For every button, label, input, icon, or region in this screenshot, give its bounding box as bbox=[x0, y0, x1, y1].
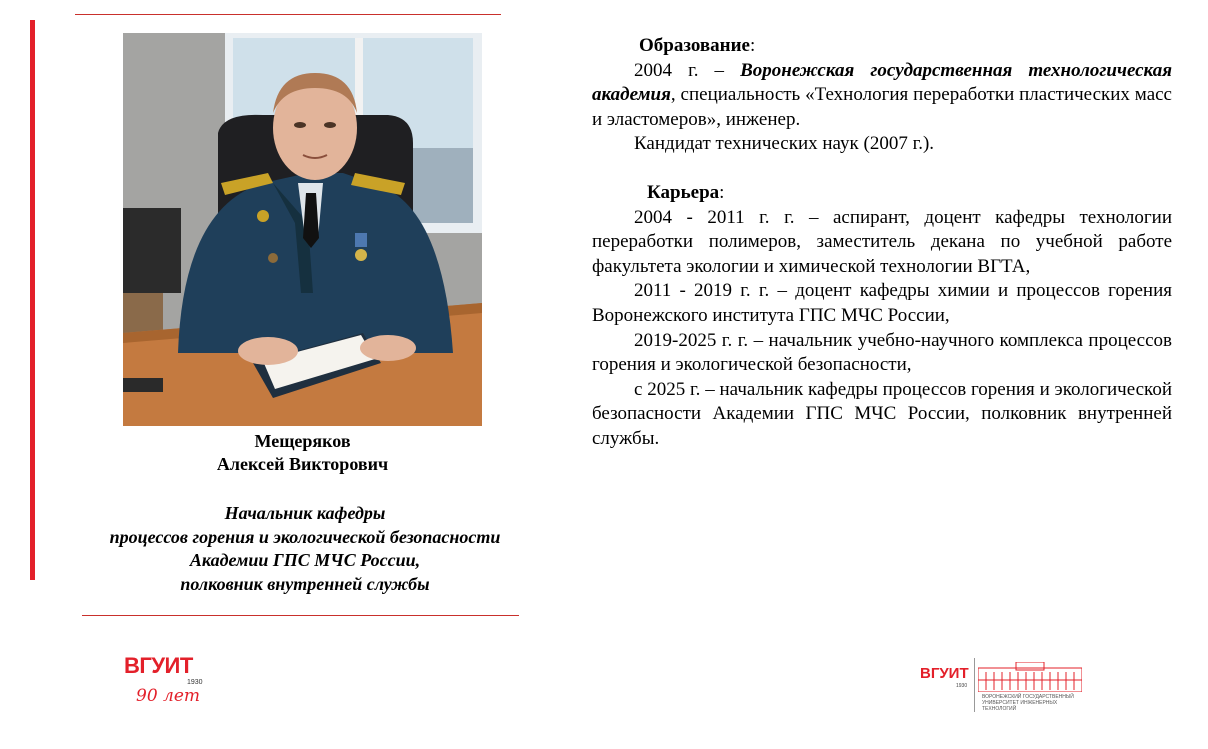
logo-year: 1930 bbox=[187, 679, 203, 686]
career-title: Карьера bbox=[647, 181, 720, 203]
career-item: 2011 - 2019 г. г. – доцент кафедры химии и процессов горения Воронежского института ГПС МЧС России, bbox=[592, 280, 1172, 326]
education-heading: Образование: bbox=[639, 35, 756, 56]
university-name: ВОРОНЕЖСКИЙ ГОСУДАРСТВЕННЫЙ УНИВЕРСИТЕТ ИНЖЕНЕРНЫХ ТЕХНОЛОГИЙ bbox=[982, 694, 1074, 712]
portrait-photo bbox=[123, 33, 482, 426]
logo-separator bbox=[974, 658, 975, 712]
logo-anniversary: 90 лет bbox=[136, 686, 201, 706]
education-institution: Воронежская государственная технологическая академия bbox=[592, 59, 1173, 106]
top-divider bbox=[75, 14, 501, 15]
person-given-names: Алексей Викторович bbox=[216, 454, 389, 474]
career-heading: Карьера: bbox=[647, 181, 725, 203]
logo-year: 1930 bbox=[956, 683, 968, 689]
biography-text bbox=[592, 34, 1172, 452]
position-line: процессов горения и экологической безопасности bbox=[109, 526, 501, 547]
person-name bbox=[150, 430, 455, 476]
position-line: полковник внутренней службы bbox=[180, 573, 430, 594]
bottom-divider bbox=[82, 615, 519, 616]
logo-brand: ВГУИТ bbox=[124, 653, 193, 678]
vguit-anniversary-logo bbox=[120, 653, 220, 713]
logo-brand: ВГУИТ bbox=[920, 665, 969, 682]
accent-vertical-bar bbox=[30, 20, 35, 580]
career-item: 2019-2025 г. г. – начальник учебно-научного комплекса процессов горения и экологической безопасности, bbox=[592, 329, 1172, 376]
education-entry: 2004 г. – Воронежская государственная технологическая академия, специальность «Технология переработки пластических масс и эластомеров», инженер. bbox=[592, 59, 1173, 130]
position-line: Академии ГПС МЧС России, bbox=[189, 550, 421, 570]
university-building-icon bbox=[978, 662, 1082, 692]
career-item: с 2025 г. – начальник кафедры процессов горения и экологической безопасности Академии ГПС МЧС России, полковник внутренней службы. bbox=[592, 378, 1172, 449]
position-line: Начальник кафедры bbox=[224, 503, 386, 523]
person-position bbox=[55, 502, 555, 596]
career-item: 2004 - 2011 г. г. – аспирант, доцент кафедры технологии переработки полимеров, заместитель декана по учебной работе факультета экологии и химической технологии ВГТА, bbox=[592, 206, 1172, 277]
person-surname: Мещеряков bbox=[254, 431, 351, 451]
education-title: Образование bbox=[639, 35, 750, 56]
education-degree: Кандидат технических наук (2007 г.). bbox=[634, 133, 935, 155]
vguit-university-logo bbox=[918, 658, 1088, 714]
